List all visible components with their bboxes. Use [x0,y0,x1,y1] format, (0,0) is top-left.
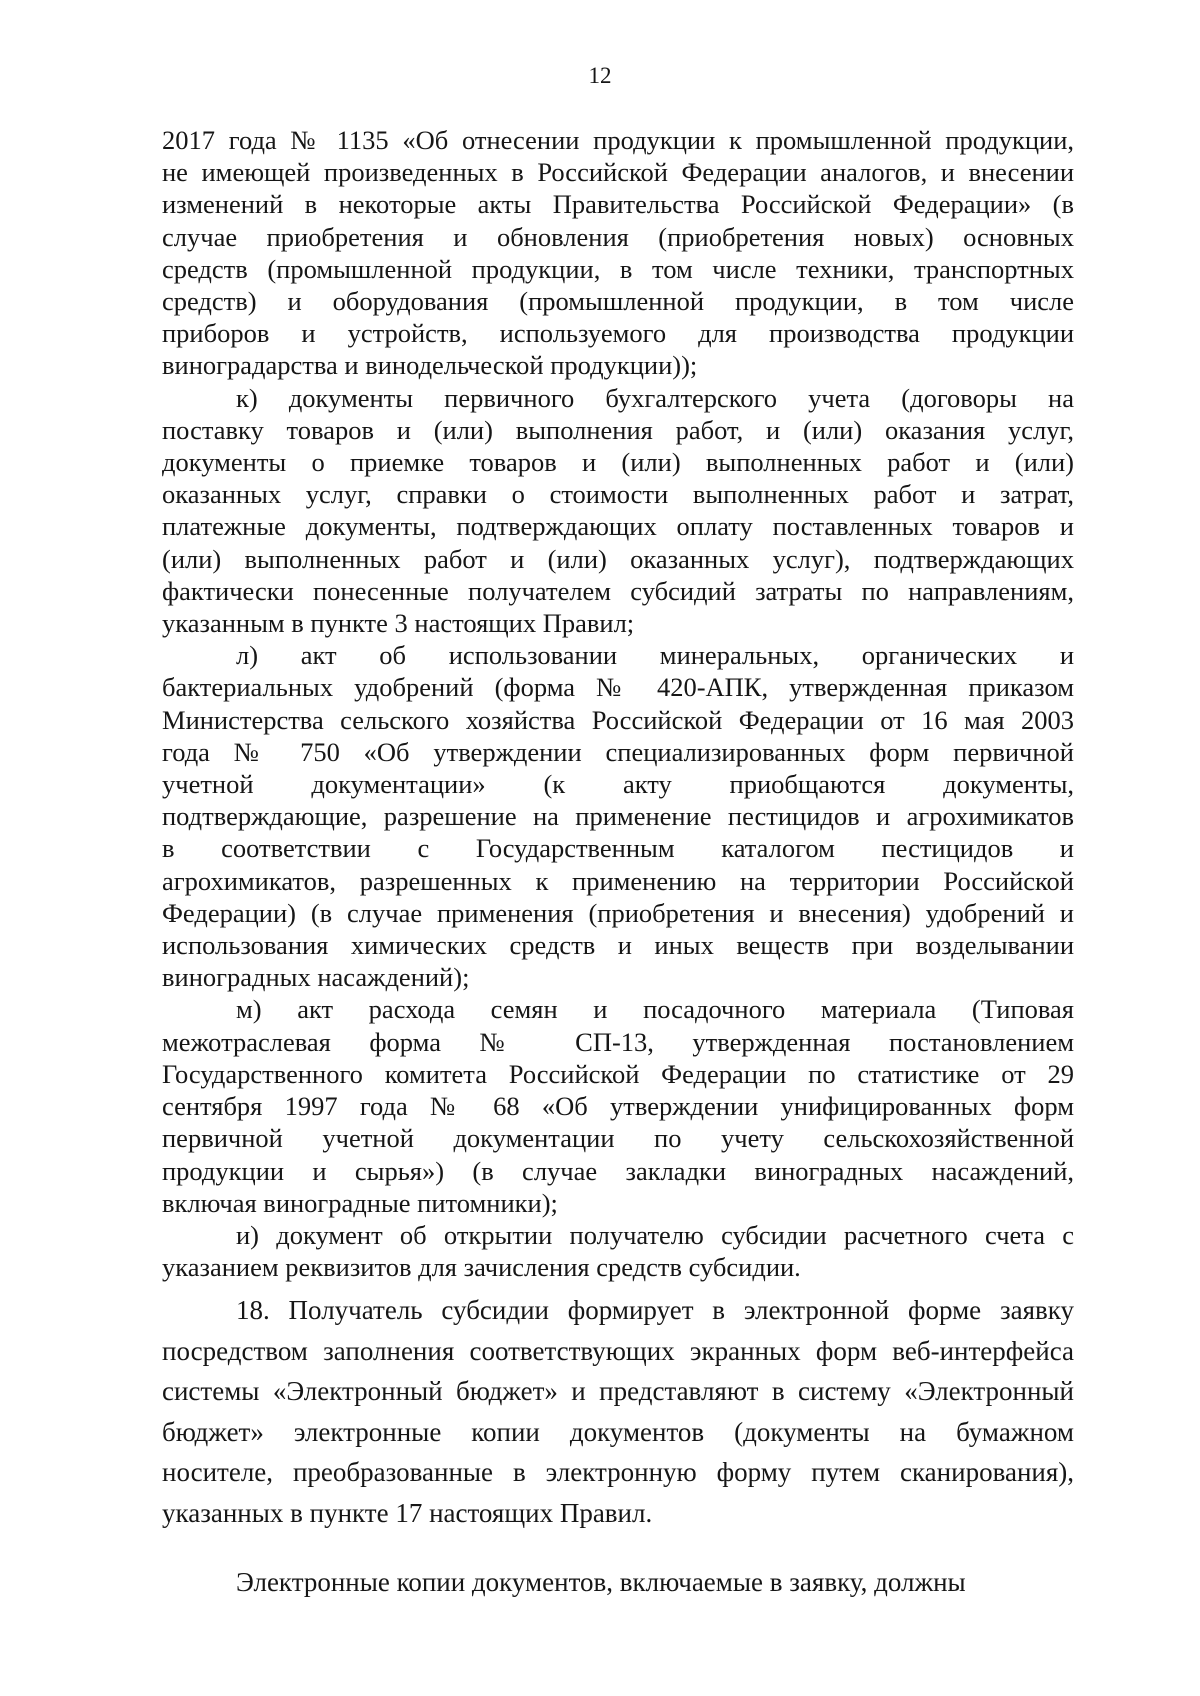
text-line: приборов и устройств, используемого для производства продукции [162,318,1074,349]
text-line: поставку товаров и (или) выполнения работ, и (или) оказания услуг, [162,414,1074,445]
text-line: оказанных услуг, справки о стоимости выполненных работ и затрат, [162,479,1074,510]
text-line: в соответствии с Государственным каталогом пестицидов и [162,833,1074,864]
text-line: первичной учетной документации по учету сельскохозяйственной [162,1123,1074,1154]
text-line: использования химических средств и иных веществ при возделывании [162,930,1074,961]
text-line: фактически понесенные получателем субсидий затраты по направлениям, [162,575,1074,606]
paragraph [162,1290,1074,1534]
text-line: года № 750 «Об утверждении специализированных форм первичной [162,736,1074,767]
text-line: документы о приемке товаров и (или) выполненных работ и (или) [162,447,1074,478]
text-line: не имеющей произведенных в Российской Федерации аналогов, и внесении [162,157,1074,188]
paragraph [162,1562,1074,1603]
document-body-upper [162,124,1074,1283]
text-line: платежные документы, подтверждающих оплату поставленных товаров и [162,511,1074,542]
paragraph [162,382,1074,640]
text-line: (или) выполненных работ и (или) оказанных услуг), подтверждающих [162,543,1074,574]
text-line: л) акт об использовании минеральных, органических и [236,640,1074,671]
text-line: Федерации) (в случае применения (приобретения и внесения) удобрений и [162,897,1074,928]
text-line: бюджет» электронные копии документов (документы на бумажном [162,1416,1074,1447]
text-line: виноградных насаждений); [162,962,470,993]
paragraph [162,993,1074,1218]
text-line: включая виноградные питомники); [162,1187,558,1218]
document-body-lower [162,1290,1074,1602]
text-line: и) документ об открытии получателю субсидии расчетного счета с [236,1219,1074,1250]
text-line: средств (промышленной продукции, в том числе техники, транспортных [162,253,1074,284]
text-line: к) документы первичного бухгалтерского учета (договоры на [236,382,1074,413]
text-line: м) акт расхода семян и посадочного материала (Типовая [236,994,1074,1025]
text-line: изменений в некоторые акты Правительства Российской Федерации» (в [162,189,1074,220]
text-line: посредством заполнения соответствующих экранных форм веб-интерфейса [162,1335,1074,1366]
text-line: носителе, преобразованные в электронную форму путем сканирования), [162,1457,1074,1488]
text-line: сентября 1997 года № 68 «Об утверждении унифицированных форм [162,1091,1074,1122]
text-line: случае приобретения и обновления (приобретения новых) основных [162,221,1074,252]
text-line: подтверждающие, разрешение на применение пестицидов и агрохимикатов [162,801,1074,832]
text-line: Министерства сельского хозяйства Российской Федерации от 16 мая 2003 [162,704,1074,735]
text-line: указанных в пункте 17 настоящих Правил. [162,1497,653,1528]
text-line: межотраслевая форма № СП-13, утвержденная постановлением [162,1026,1074,1057]
text-line: указанным в пункте 3 настоящих Правил; [162,608,635,639]
paragraph [162,639,1074,993]
text-line: бактериальных удобрений (форма № 420-АПК, утвержденная приказом [162,672,1074,703]
paragraph [162,124,1074,382]
paragraph [162,1219,1074,1283]
text-line: системы «Электронный бюджет» и представляют в систему «Электронный [162,1376,1074,1407]
text-line: 2017 года № 1135 «Об отнесении продукции к промышленной продукции, [162,125,1074,155]
text-line: агрохимикатов, разрешенных к применению на территории Российской [162,865,1074,896]
page-number: 12 [588,63,612,88]
text-line: виноградарства и винодельческой продукции)); [162,350,698,381]
text-line: 18. Получатель субсидии формирует в электронной форме заявку [236,1295,1074,1325]
text-line: Электронные копии документов, включаемые в заявку, должны [236,1566,966,1597]
text-line: Государственного комитета Российской Федерации по статистике от 29 [162,1058,1074,1089]
text-line: средств) и оборудования (промышленной продукции, в том числе [162,286,1074,317]
text-line: учетной документации» (к акту приобщаются документы, [162,769,1074,800]
text-line: указанием реквизитов для зачисления средств субсидии. [162,1252,801,1283]
text-line: продукции и сырья») (в случае закладки виноградных насаждений, [162,1155,1074,1186]
